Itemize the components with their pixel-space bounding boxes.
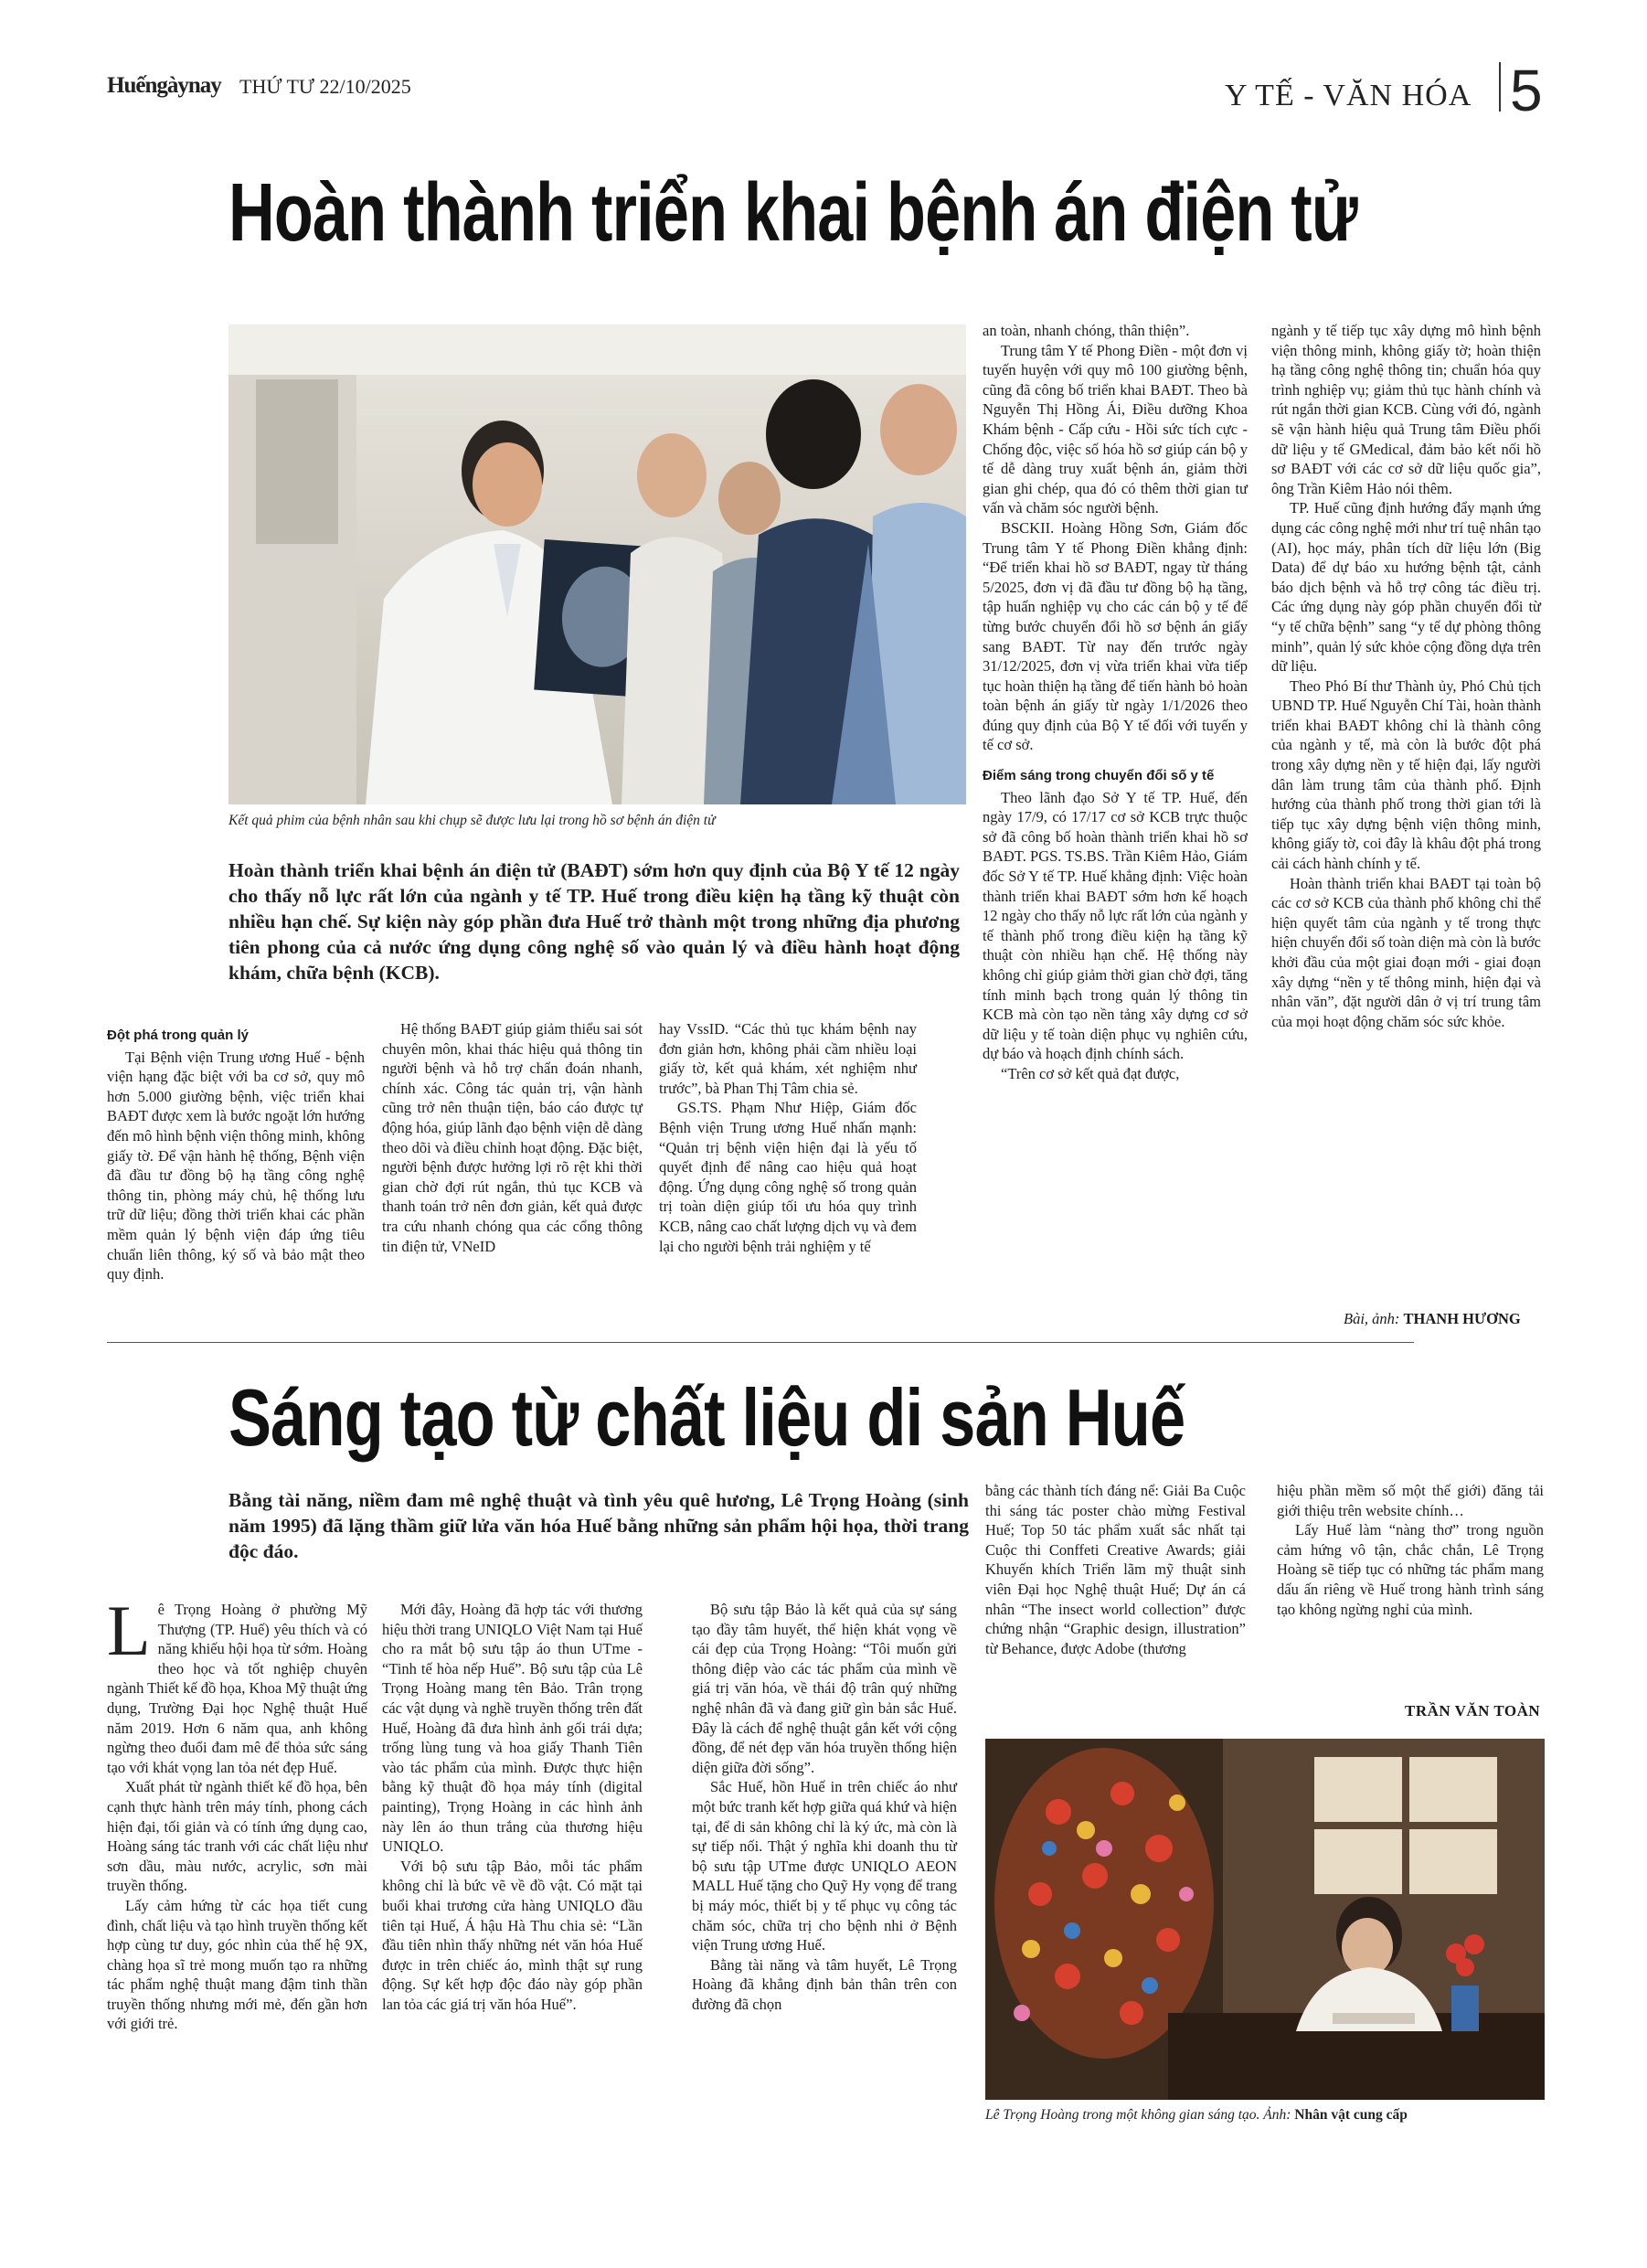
paragraph: BSCKII. Hoàng Hồng Sơn, Giám đốc Trung tâm Y tế Phong Điền khẳng định: “Để triển khai hồ sơ BAĐT, ngay từ tháng 5/2025, đơn vị đã đầu tư đồng bộ hạ tầng, tập huấn nghiệp vụ cho các cán bộ y tế để từng bước chuyển đổi hồ sơ bệnh án giấy sang BAĐT. Từ nay đến trước ngày 31/12/2025, đơn vị vừa triển khai vừa tiếp tục hoàn thiện hạ tầng để tiến hành bỏ hoàn toàn bệnh án giấy từ ngày 1/1/2026 theo đúng quy định của Bộ Y tế đối với tuyến y tế cơ sở. <box>983 518 1248 754</box>
article1-col1 <box>107 1026 365 1284</box>
paragraph: GS.TS. Phạm Như Hiệp, Giám đốc Bệnh viện Trung ương Huế nhấn mạnh: “Quản trị bệnh viện hiện đại là yếu tố quyết định để nâng cao hiệu quả hoạt động. Ứng dụng công nghệ số trong quản trị toàn diện giúp tối ưu hóa quy trình KCB, nâng cao chất lượng dịch vụ và đem lại cho người bệnh trải nghiệm y tế <box>659 1099 917 1255</box>
paragraph: Sắc Huế, hồn Huế in trên chiếc áo như một bức tranh kết hợp giữa quá khứ và hiện tại, để di sản không chỉ là ký ức, mà còn là sự tiếp nối. Thật ý nghĩa khi doanh thu từ bộ sưu tập UTme được UNIQLO AEON MALL Huế tặng cho Quỹ Hy vọng để trang bị máy móc, thiết bị y tế phục vụ công tác chăm sóc, chữa trị cho bệnh nhi ở Bệnh viện Trung ương Huế. <box>692 1778 957 1954</box>
paragraph: hiệu phần mềm số một thế giới) đăng tải giới thiệu trên website chính… <box>1277 1482 1544 1519</box>
article1-photo <box>228 325 966 804</box>
article1-col4 <box>983 321 1248 1084</box>
paragraph: Lấy Huế làm “nàng thơ” trong nguồn cảm hứng vô tận, chắc chắn, Lê Trọng Hoàng sẽ tiếp tục có những tác phẩm mang dấu ấn riêng về Huế trong hành trình sáng tạo không ngừng nghỉ của mình. <box>1277 1521 1544 1618</box>
paragraph: Với bộ sưu tập Bảo, mỗi tác phẩm không chỉ là bức vẽ về đồ vật. Có mặt tại buổi khai trương cửa hàng UNIQLO đầu tiên tại Huế, Á hậu Hà Thu chia sẻ: “Lần đầu tiên nhìn thấy những nét văn hóa Huế được in trên chiếc áo, mình thật sự rung động. Sự kết hợp độc đáo này góp phần lan tỏa các giá trị văn hóa Huế”. <box>382 1857 643 2013</box>
paragraph: an toàn, nhanh chóng, thân thiện”. <box>983 322 1190 339</box>
byline-name: THANH HƯƠNG <box>1403 1310 1521 1327</box>
article2-photo <box>985 1739 1545 2100</box>
article1-headline: Hoàn thành triển khai bệnh án điện tử <box>228 167 1357 259</box>
article2-lead: Bằng tài năng, niềm đam mê nghệ thuật và tình yêu quê hương, Lê Trọng Hoàng (sinh năm 1995) đã lặng thầm giữ lửa văn hóa Huế bằng những sản phẩm hội họa, thời trang độc đáo. <box>228 1489 969 1562</box>
article1-subhead-2: Điểm sáng trong chuyển đổi số y tế <box>983 768 1215 784</box>
caption-credit: Nhân vật cung cấp <box>1294 2107 1408 2123</box>
article1-subhead-1: Đột phá trong quản lý <box>107 1028 249 1043</box>
masthead-divider <box>1499 62 1501 112</box>
article1-col2 <box>382 1019 643 1256</box>
article2-author: TRẦN VĂN TOÀN <box>1405 1702 1541 1720</box>
paragraph: Mới đây, Hoàng đã hợp tác với thương hiệu thời trang UNIQLO Việt Nam tại Huế cho ra mắt bộ sưu tập áo thun UTme - “Tinh tế hòa nếp Huế”. Bộ sưu tập của Lê Trọng Hoàng mang tên Bảo. Trân trọng các vật dụng và nghề truyền thống trên đất Huế, Hoàng đã đưa hình ảnh gối trái dựa; trống lùng tung và hoa giấy Thanh Tiên vào tác phẩm của mình. Được thực hiện bằng kỹ thuật đồ họa máy tính (digital painting), Trọng Hoàng in các hình ảnh này lên áo thun trắng của thương hiệu UNIQLO. <box>382 1601 643 1856</box>
article2-col5 <box>1277 1481 1544 1619</box>
page-number: 5 <box>1510 58 1543 123</box>
paragraph: ngành y tế tiếp tục xây dựng mô hình bệnh viện thông minh, không giấy tờ; hoàn thiện hạ tầng công nghệ thông tin; chuẩn hóa quy trình nghiệp vụ; giảm thủ tục hành chính và rút ngắn thời gian KCB. Cùng với đó, ngành sẽ vận hành hiệu quả Trung tâm Điều phối dữ liệu y tế GMedical, đảm bảo kết nối hồ sơ BAĐT với các cơ sở dữ liệu quốc gia”, ông Trần Kiêm Hảo nói thêm. <box>1271 322 1541 497</box>
paragraph <box>107 1591 367 1777</box>
article1-photo-caption: Kết quả phim của bệnh nhân sau khi chụp sẽ được lưu lại trong hồ sơ bệnh án điện tử <box>228 813 716 828</box>
issue-date: THỨ TƯ 22/10/2025 <box>239 75 411 98</box>
paragraph: Theo Phó Bí thư Thành ủy, Phó Chủ tịch UBND TP. Huế Nguyễn Chí Tài, hoàn thành triển khai BAĐT không chỉ là thành công của ngành y tế, mà còn là bước đột phá trong xây dựng nền y tế hiện đại, lấy người dân làm trung tâm của thành phố. Định hướng của thành phố trong thời gian tới là tiếp tục xây dựng bệnh viện thông minh, không giấy tờ, coi đây là khâu đột phá trong cải cách hành chính y tế. <box>1271 676 1541 873</box>
paragraph: Bộ sưu tập Bảo là kết quả của sự sáng tạo đầy tâm huyết, thể hiện khát vọng về cái đẹp của Trọng Hoàng: “Tôi muốn gửi thông điệp vào các tác phẩm của mình về giá trị văn hóa, về thái độ trân quý những nghệ nhân đã và đang giữ gìn bản sắc Huế. Đây là cách để nghệ thuật gắn kết với cộng đồng, để nét đẹp văn hóa truyền thống hiện diện giữa đời sống”. <box>692 1601 957 1776</box>
article1-col3 <box>659 1019 917 1256</box>
paragraph: Xuất phát từ ngành thiết kế đồ họa, bên cạnh thực hành trên máy tính, phong cách hiện đại, tối giản và có tính ứng dụng cao, Hoàng sáng tác tranh với các chất liệu như sơn dầu, màu nước, acrylic, sơn mài truyền thống. <box>107 1778 367 1895</box>
paragraph: Lấy cảm hứng từ các họa tiết cung đình, chất liệu và tạo hình truyền thống kết hợp cùng tư duy, góc nhìn của thế hệ 9X, chàng họa sĩ trẻ mong muốn tạo ra những tác phẩm nghệ thuật mang đậm tinh thần truyền thống nhưng mới mẻ, đến gần hơn với giới trẻ. <box>107 1896 367 2033</box>
article-divider <box>107 1342 1414 1343</box>
article2-col3 <box>692 1600 957 2014</box>
paragraph: Bằng tài năng và tâm huyết, Lê Trọng Hoàng đã khẳng định bản thân trên con đường đã chọn <box>692 1955 957 2013</box>
paragraph: Hệ thống BAĐT giúp giảm thiểu sai sót chuyên môn, khai thác hiệu quả thông tin người bệnh và hỗ trợ chẩn đoán nhanh, chính xác. Công tác quản trị, vận hành cũng trở nên thuận tiện, báo cáo được tự động hóa, giúp lãnh đạo bệnh viện dễ dàng theo dõi và điều chỉnh hoạt động. Đặc biệt, người bệnh được hưởng lợi rõ rệt khi thời gian chờ đợi rút ngắn, thủ tục KCB và thanh toán trở nên đơn giản, kết quả được tra cứu nhanh chóng qua các cổng thông tin điện tử, VNeID <box>382 1020 643 1255</box>
caption-text: Lê Trọng Hoàng trong một không gian sáng tạo. Ảnh: <box>985 2107 1291 2123</box>
section-name: Y TẾ - VĂN HÓA <box>1225 79 1472 112</box>
article1-lead: Hoàn thành triển khai bệnh án điện tử (BAĐT) sớm hơn quy định của Bộ Y tế 12 ngày cho thấy nỗ lực rất lớn của ngành y tế TP. Huế trong điều kiện hạ tầng kỹ thuật còn nhiều hạn chế. Sự kiện này góp phần đưa Huế trở thành một trong những địa phương tiên phong của cả nước ứng dụng công nghệ số vào quản lý và điều hành hoạt động khám, chữa bệnh (KCB). <box>228 859 960 984</box>
byline-label: Bài, ảnh: <box>1344 1310 1400 1327</box>
paragraph: Tại Bệnh viện Trung ương Huế - bệnh viện hạng đặc biệt với ba cơ sở, quy mô hơn 5.000 giường bệnh, việc triển khai BAĐT được xem là bước ngoặt lớn hướng đến mô hình bệnh viện thông minh, không giấy tờ. Để vận hành hệ thống, Bệnh viện đã đầu tư đồng bộ hạ tầng công nghệ thông tin, phòng máy chủ, hệ thống lưu trữ dữ liệu; đồng thời triển khai các phần mềm quản lý bệnh viện đáp ứng tiêu chuẩn liên thông, ký số và bảo mật theo quy định. <box>107 1048 365 1283</box>
newspaper-brand: Huếngàynay <box>107 73 221 98</box>
paragraph-text: ê Trọng Hoàng ở phường Mỹ Thượng (TP. Huế) yêu thích và có năng khiếu hội họa từ sớm. Hoàng theo học và tốt nghiệp chuyên ngành Thiết kế đồ họa, Khoa Mỹ thuật ứng dụng, Trường Đại học Nghệ thuật Huế năm 2019. Hơn 6 năm qua, anh không ngừng theo đuổi đam mê để thỏa sức sáng tạo với khát vọng lan tỏa nét đẹp Huế. <box>107 1601 367 1776</box>
paragraph: Trung tâm Y tế Phong Điền - một đơn vị tuyến huyện với quy mô 100 giường bệnh, cũng đã công bố triển khai BAĐT. Theo bà Nguyễn Thị Hồng Ái, Điều dưỡng Khoa Khám bệnh - Cấp cứu - Hồi sức tích cực - Chống độc, việc số hóa hồ sơ giúp cán bộ y tế dễ dàng truy xuất bệnh án, giảm thời gian ghi chép, qua đó có thêm thời gian tư vấn và chăm sóc người bệnh. <box>983 341 1248 517</box>
article2-col4 <box>985 1481 1246 1658</box>
dropcap: L <box>107 1591 151 1670</box>
paragraph: bằng các thành tích đáng nể: Giải Ba Cuộc thi sáng tác poster chào mừng Festival Huế; Top 50 tác phẩm xuất sắc nhất tại Cuộc thi Conffeti Creative Awards; giải Khuyến khích Triển lãm mỹ thuật sinh viên Đại học Nghệ thuật Huế; Dự án cá nhân “The insect world collection” được chứng nhận “Graphic design, illustration” từ Behance, được Adobe (thương <box>985 1482 1246 1657</box>
paragraph: Hoàn thành triển khai BAĐT tại toàn bộ các cơ sở KCB của thành phố không chỉ thể hiện quyết tâm của ngành y tế trong thực hiện chuyển đổi số toàn diện mà còn là bước khởi đầu của một giai đoạn mới - giai đoạn xây dựng “nền y tế thông minh, hiện đại và nhân văn”, đặt người dân ở vị trí trung tâm của mọi hoạt động chăm sóc sức khỏe. <box>1271 874 1541 1030</box>
article2-photo-caption <box>985 2107 1545 2124</box>
article1-byline <box>1344 1310 1521 1328</box>
article2-headline: Sáng tạo từ chất liệu di sản Huế <box>228 1372 1185 1463</box>
paragraph: Theo lãnh đạo Sở Y tế TP. Huế, đến ngày 17/9, có 17/17 cơ sở KCB trực thuộc sở đã công bố hoàn thành triển khai hồ sơ BAĐT. PGS. TS.BS. Trần Kiêm Hảo, Giám đốc Sở Y tế TP. Huế khẳng định: Việc hoàn thành triển khai BAĐT sớm hơn kế hoạch 12 ngày cho thấy nỗ lực rất lớn của ngành y tế thành phố trong điều kiện hạ tầng kỹ thuật còn nhiều hạn chế. Hệ thống này không chỉ giúp giảm thời gian chờ đợi, tăng tính minh bạch trong quản lý thông tin KCB mà còn tạo nền tảng xây dựng cơ sở dữ liệu y tế toàn diện phục vụ nghiên cứu, dự báo và hoạch định chính sách. <box>983 788 1248 1063</box>
artist-studio-photo <box>985 1739 1545 2100</box>
paragraph: hay VssID. “Các thủ tục khám bệnh nay đơn giản hơn, không phải cầm nhiều loại giấy tờ, kết quả khám, xét nghiệm như trước”, bà Phan Thị Tâm chia sẻ. <box>659 1020 917 1097</box>
paragraph: “Trên cơ sở kết quả đạt được, <box>1001 1064 1180 1082</box>
article2-col2 <box>382 1600 643 2014</box>
article2-col1 <box>107 1591 367 2034</box>
paragraph: TP. Huế cũng định hướng đẩy mạnh ứng dụng các công nghệ mới như trí tuệ nhân tạo (AI), học máy, phân tích dữ liệu lớn (Big Data) để dự báo xu hướng bệnh tật, cảnh báo dịch bệnh và hỗ trợ công tác điều trị. Các ứng dụng này góp phần chuyển đổi từ “y tế chữa bệnh” sang “y tế dự phòng thông minh”, quản lý sức khỏe cộng đồng dựa trên dữ liệu. <box>1271 499 1541 676</box>
article1-col5 <box>1271 321 1541 1031</box>
hospital-staff-photo <box>228 325 966 804</box>
